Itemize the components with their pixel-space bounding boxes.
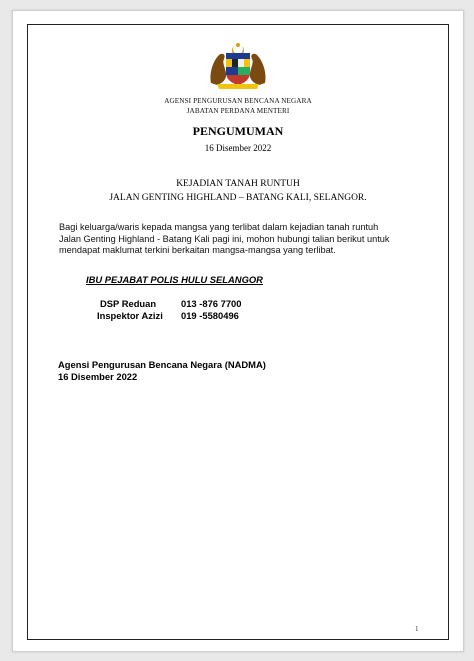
body-line: Jalan Genting Highland - Batang Kali pagi ini, mohon hubungi talian berikut untuk bbox=[59, 233, 390, 244]
subject-line-1: KEJADIAN TANAH RUNTUH bbox=[176, 179, 300, 189]
page-number: 1 bbox=[415, 625, 419, 633]
announcement-title: PENGUMUMAN bbox=[192, 124, 284, 138]
signature-org: Agensi Pengurusan Bencana Negara (NADMA) bbox=[58, 359, 266, 370]
contact-name: DSP Reduan bbox=[100, 298, 157, 309]
coat-of-arms-icon bbox=[207, 39, 269, 91]
signature-date: 16 Disember 2022 bbox=[58, 371, 138, 382]
department-name: JABATAN PERDANA MENTERI bbox=[186, 107, 290, 115]
body-line: Bagi keluarga/waris kepada mangsa yang terlibat dalam kejadian tanah runtuh bbox=[59, 222, 379, 232]
contact-name: Inspektor Azizi bbox=[97, 310, 163, 321]
agency-name: AGENSI PENGURUSAN BENCANA NEGARA bbox=[164, 97, 312, 105]
office-heading: IBU PEJABAT POLIS HULU SELANGOR bbox=[86, 274, 263, 285]
subject-line-2: JALAN GENTING HIGHLAND – BATANG KALI, SELANGOR. bbox=[109, 193, 367, 203]
document-page bbox=[12, 10, 464, 652]
announcement-date: 16 Disember 2022 bbox=[204, 143, 272, 153]
contact-phone: 019 -5580496 bbox=[181, 310, 239, 321]
body-line: mendapat maklumat terkini berkaitan mangsa-mangsa yang terlibat. bbox=[59, 245, 336, 256]
body-paragraph bbox=[59, 222, 429, 257]
contact-phone: 013 -876 7700 bbox=[181, 298, 242, 309]
page-border bbox=[27, 24, 449, 640]
